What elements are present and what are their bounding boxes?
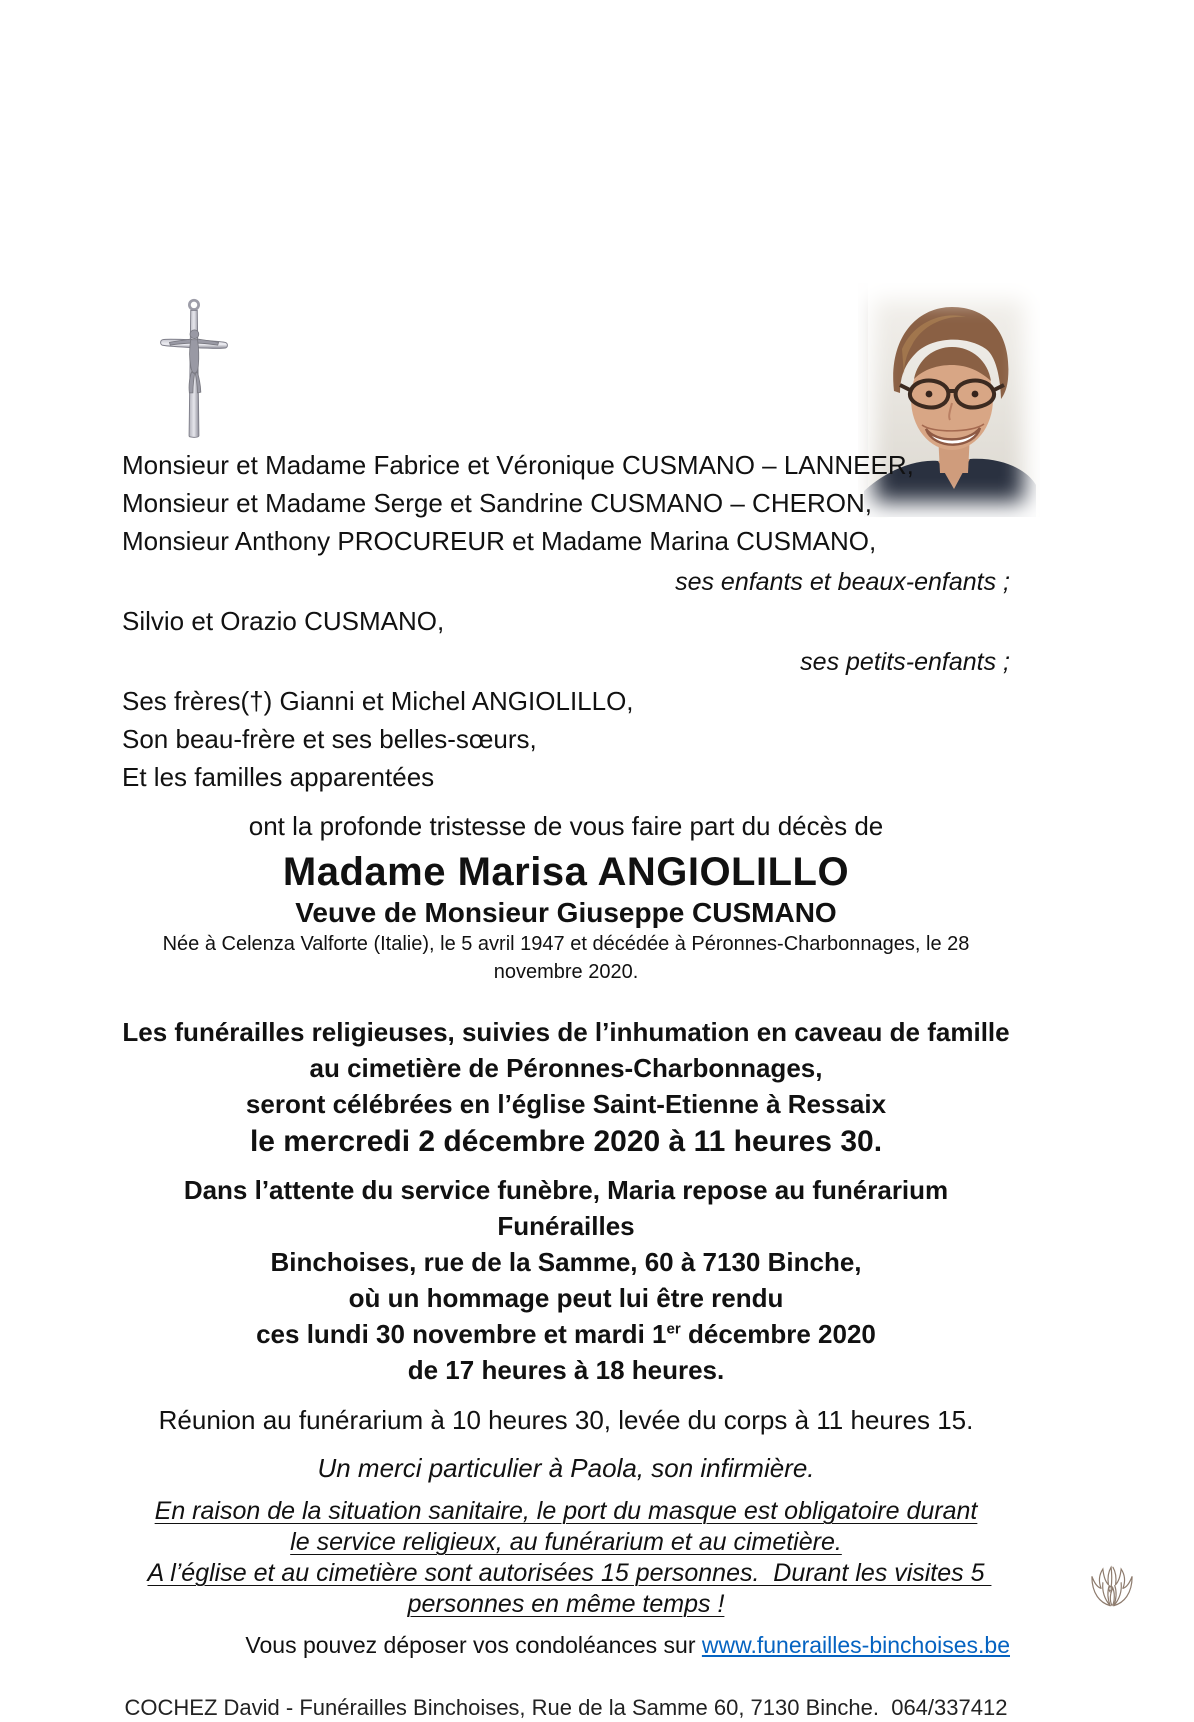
- widow-line: Veuve de Monsieur Giuseppe CUSMANO: [295, 897, 837, 928]
- thanks-line: Un merci particulier à Paola, son infirmière.: [317, 1453, 815, 1483]
- notice-body: [122, 446, 1010, 1722]
- brothers-line: Ses frères(†) Gianni et Michel ANGIOLILLO,: [122, 686, 634, 716]
- visitation-dates-prefix: ces lundi 30 novembre et mardi 1: [256, 1319, 667, 1349]
- deceased-name: Madame Marisa ANGIOLILLO: [282, 850, 850, 894]
- covid-line-3: A l’église et au cimetière sont autorisées 15 personnes. Durant les visites 5 personnes en même temps !: [147, 1559, 992, 1618]
- funeral-date-line: le mercredi 2 décembre 2020 à 11 heures 30.: [249, 1125, 883, 1158]
- crucifix-icon: [150, 294, 238, 444]
- visitation-line-1: Dans l’attente du service funèbre, Maria repose au funérarium Funérailles: [183, 1175, 949, 1241]
- condolences-prefix: Vous pouvez déposer vos condoléances sur: [245, 1632, 702, 1658]
- covid-notice: [122, 1496, 1010, 1620]
- condolences-link[interactable]: www.funerailles-binchoises.be: [701, 1632, 1010, 1658]
- visitation-hours-line: de 17 heures à 18 heures.: [407, 1355, 725, 1385]
- family-line-1: Monsieur et Madame Fabrice et Véronique CUSMANO – LANNEER,: [122, 450, 914, 480]
- visitation-dates-line: [122, 1316, 1010, 1352]
- wings-logo-icon: [1080, 1562, 1144, 1620]
- intro-line: ont la profonde tristesse de vous faire part du décès de: [248, 811, 884, 841]
- ordinal-superscript: er: [666, 1320, 681, 1338]
- in-laws-line: Son beau-frère et ses belles-sœurs,: [122, 724, 537, 754]
- visitation-details: [122, 1172, 1010, 1388]
- families-line: Et les familles apparentées: [122, 762, 435, 792]
- covid-line-2: le service religieux, au funérarium et au cimetière.: [290, 1528, 842, 1556]
- visitation-dates-suffix: décembre 2020: [680, 1319, 876, 1349]
- visitation-line-3: où un hommage peut lui être rendu: [348, 1283, 784, 1313]
- family-line-3: Monsieur Anthony PROCUREUR et Madame Marina CUSMANO,: [122, 526, 877, 556]
- relation-children-label: ses enfants et beaux-enfants ;: [675, 568, 1010, 596]
- funeral-home-footer: COCHEZ David - Funérailles Binchoises, Rue de la Samme 60, 7130 Binche. 064/337412: [124, 1695, 1008, 1720]
- visitation-line-2: Binchoises, rue de la Samme, 60 à 7130 Binche,: [270, 1247, 862, 1277]
- funeral-line-2: au cimetière de Péronnes-Charbonnages,: [309, 1053, 823, 1083]
- covid-line-1: En raison de la situation sanitaire, le port du masque est obligatoire durant: [154, 1497, 978, 1525]
- reunion-line: Réunion au funérarium à 10 heures 30, levée du corps à 11 heures 15.: [158, 1405, 974, 1435]
- birth-death-line: Née à Celenza Valforte (Italie), le 5 avril 1947 et décédée à Péronnes-Charbonnages, le 28 novembre 2020.: [162, 933, 970, 983]
- funeral-details: [122, 1014, 1010, 1162]
- funeral-line-1: Les funérailles religieuses, suivies de l’inhumation en caveau de famille: [122, 1017, 1010, 1047]
- family-line-2: Monsieur et Madame Serge et Sandrine CUSMANO – CHERON,: [122, 488, 872, 518]
- funeral-line-3: seront célébrées en l’église Saint-Etienne à Ressaix: [245, 1089, 887, 1119]
- condolences-line: [122, 1630, 1010, 1660]
- relation-grandchildren-label: ses petits-enfants ;: [800, 648, 1010, 676]
- grandchildren-names: Silvio et Orazio CUSMANO,: [122, 606, 445, 636]
